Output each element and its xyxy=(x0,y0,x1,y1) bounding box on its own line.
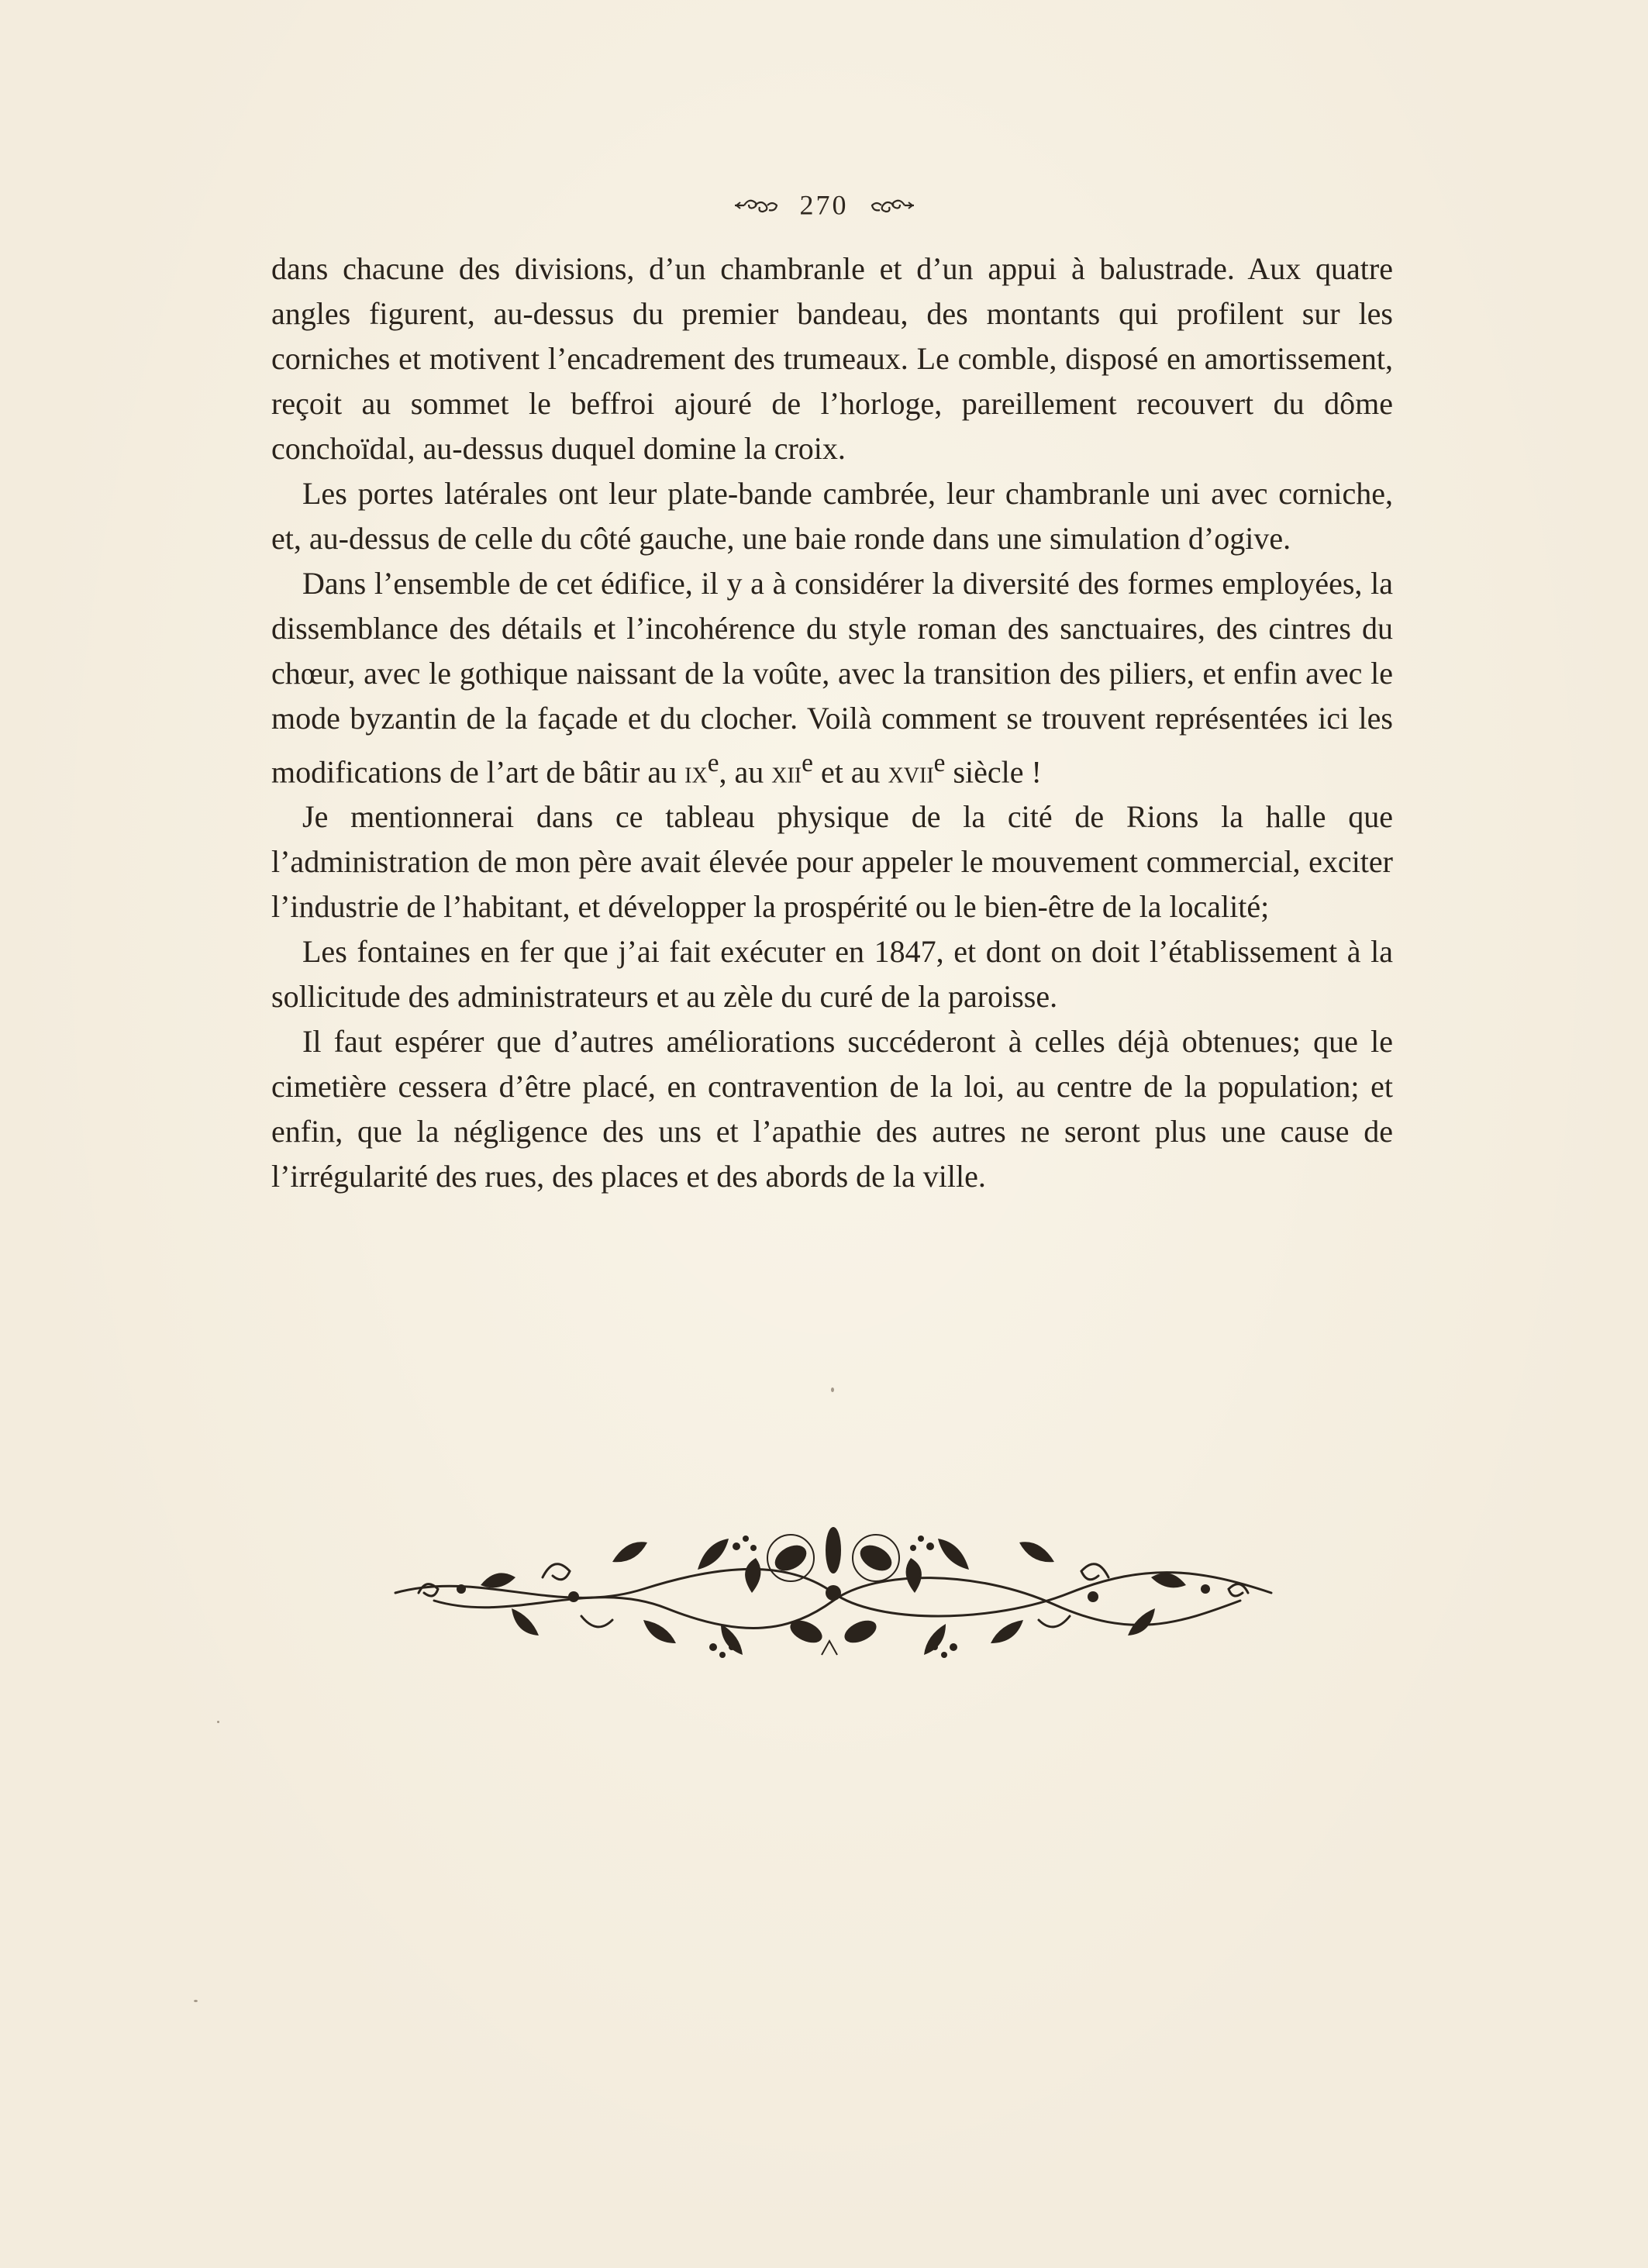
paragraph-2: Les portes latérales ont leur plate-bande cambrée, leur chambranle uni avec corniche, et, au-dessus de celle du côté gauche, une baie ronde dans une simulation d’ogive. xyxy=(271,476,1393,556)
century-xii-superscript: e xyxy=(802,749,813,777)
century-xii: xii xyxy=(771,754,802,790)
paper-speck xyxy=(831,1387,834,1392)
century-ix-superscript: e xyxy=(707,749,719,777)
main-text-block xyxy=(271,246,1393,1199)
paragraph-3 xyxy=(271,561,1393,794)
paper-speck xyxy=(217,1721,219,1723)
century-xvii-superscript: e xyxy=(933,749,946,777)
running-header xyxy=(0,186,1648,222)
paragraph-6: Il faut espérer que d’autres améliorations succéderont à celles déjà obtenues; que le cimetière cessera d’être placé, en contravention de la loi, au centre de la population; et enfin, que la négligence des uns et l’apathie des autres ne seront plus une cause de l’irrégularité des rues, des places et des abords de la ville. xyxy=(271,1024,1393,1194)
paragraph-1: dans chacune des divisions, d’un chambranle et d’un appui à balustrade. Aux quatre angles figurent, au-dessus du premier bandeau, des montants qui profilent sur les corniches et motivent l’encadrement des trumeaux. Le comble, disposé en amortissement, reçoit au sommet le beffroi ajouré de l’horloge, pareillement recouvert du dôme conchoïdal, au-dessus duquel domine la croix. xyxy=(271,251,1393,466)
fleuron-right-icon xyxy=(869,194,915,217)
paragraph-3-text-b: , au xyxy=(719,754,772,790)
paragraph-4: Je mentionnerai dans ce tableau physique de la cité de Rions la halle que l’administration de mon père avait élevée pour appeler le mouvement commercial, exciter l’industrie de l’habitant, et développer la prospérité ou le bien-être de la localité; xyxy=(271,799,1393,925)
fleuron-left-icon xyxy=(733,194,780,217)
century-ix: ix xyxy=(684,754,708,790)
paragraph-5: Les fontaines en fer que j’ai fait exécuter en 1847, et dont on doit l’établissement à la sollicitude des administrateurs et au zèle du curé de la paroisse. xyxy=(271,934,1393,1015)
century-xvii: xvii xyxy=(888,754,934,790)
paper-speck xyxy=(194,2000,198,2002)
page-number: 270 xyxy=(799,189,849,221)
paragraph-3-text-c: et au xyxy=(812,754,888,790)
paragraph-3-text-d: siècle ! xyxy=(945,754,1042,790)
paragraph-3-text-a: Dans l’ensemble de cet édifice, il y a à considérer la diversité des formes employées, la dissemblance des détails et l’incohérence du style roman des sanctuaires, des cintres du chœur, avec le gothique naissant de la voûte, avec la transition des piliers, et enfin avec le mode byzantin de la façade et du clocher. Voilà comment se trouvent représentées ici les modifications de l’art de bâtir au xyxy=(271,566,1393,790)
floral-garland-vignette-icon xyxy=(388,1515,1279,1670)
